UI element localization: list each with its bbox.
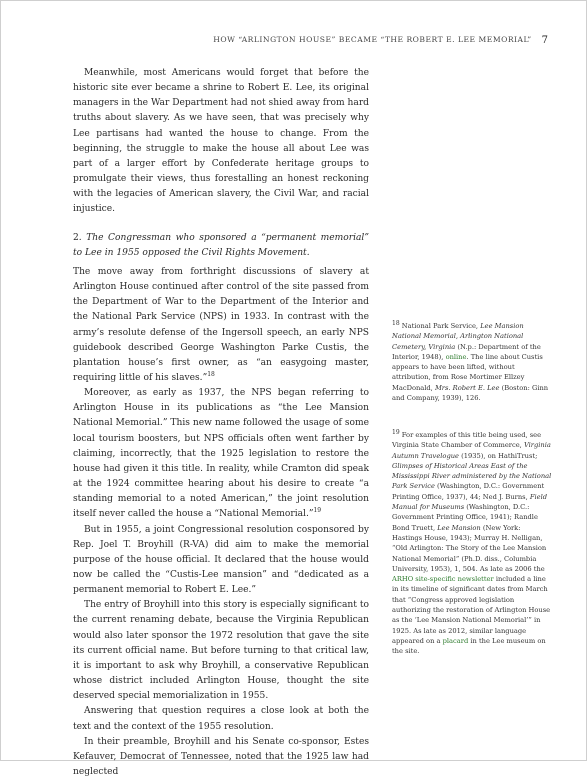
placard-link[interactable]: placard xyxy=(442,636,469,645)
footnote-title: Lee Mansion National Memorial, Arlington National Cemetery, Virginia xyxy=(392,322,524,351)
footnote-text: (N.p.: Department of the Interior, 1948), xyxy=(392,342,541,361)
footnote-title: Glimpses of Historical Areas East of the Mississippi River administered by the National Park Service xyxy=(392,461,552,491)
footnote-title: Lee Mansion xyxy=(437,523,481,532)
footnote-text: included a line in its timeline of significant dates from March that “Congress approved legislation authorizing the restoration of Arlington House as the ‘Lee Mansion National Memorial’” in 1925. As late as 2012, similar language appeared on a xyxy=(392,575,551,645)
section-title: The Congressman who sponsored a “permanent memorial” to Lee in 1955 opposed the Civil Rights Movement. xyxy=(73,232,369,258)
footnote-title: Field Manual for Museums xyxy=(392,492,547,512)
section-number: 2. xyxy=(73,232,82,243)
section-heading xyxy=(73,231,369,261)
footnote-text: For examples of this title being used, see Virginia State Chamber of Commerce, xyxy=(392,431,542,450)
footnote-ref-18[interactable]: 18 xyxy=(207,370,215,378)
footnote-text: (Washington, D.C.: Government Printing Office, 1941); Randle Bond Truett, xyxy=(392,503,538,532)
footnote-18 xyxy=(392,321,552,403)
footnote-text: (1935), on HathiTrust; xyxy=(459,451,538,460)
page-number: 7 xyxy=(541,35,548,46)
online-link[interactable]: online xyxy=(445,352,467,361)
footnote-ref-19[interactable]: 19 xyxy=(313,507,322,515)
paragraph-2-text: The move away from forthright discussions of slavery at Arlington House continued after control of the site passed from the Department of War to the Department of the Interior and the National Park Service (NPS) in 1933. In contrast with the army’s resolute defense of the Ingersoll speech, an early NPS guidebook described George Washington Parke Custis, the plantation house’s first owner, as “an easygoing master, requiring little of his slaves.” xyxy=(73,266,369,383)
paragraph-2 xyxy=(73,265,369,386)
running-head xyxy=(200,35,548,46)
footnote-title: Mrs. Robert E. Lee xyxy=(434,383,500,392)
footnote-text: (Boston: Ginn and Company, 1939), 126. xyxy=(392,383,549,403)
footnote-text: in the Lee museum on the site. xyxy=(392,636,546,656)
running-head-title: HOW “ARLINGTON HOUSE” BECAME “THE ROBERT E. LEE MEMORIAL” xyxy=(213,35,532,44)
footnote-text: National Park Service, xyxy=(399,322,481,330)
paragraph-3-text: Moreover, as early as 1937, the NPS began referring to Arlington House in its publications as “the Lee Mansion National Memorial.” This new name followed the usage of some local tourism boosters, but NPS officials often went farther by claiming, incorrectly, that the 1925 legislation to restore the house had given it this title. In reality, while Cramton did speak at the 1924 committee hearing about his desire to create “a standing memorial to a noted American,” the joint resolution itself never called the house a “National Memorial.” xyxy=(73,388,369,520)
paragraph-6: Answering that question requires a close look at both the text and the context of the 1955 resolution. xyxy=(73,706,369,732)
footnote-title: Virginia Autumn Travelogue xyxy=(392,441,551,460)
footnote-18-number: 18 xyxy=(392,319,400,327)
footnote-text: (Washington, D.C.: Government Printing Office, 1937), 44; Ned J. Burns, xyxy=(392,482,545,501)
footnote-text: (New York: Hastings House, 1943); Murray H. Nelligan, “Old Arlington: The Story of the Lee Mansion National Memorial” (Ph.D. diss., Columbia University, 1953), 1, 504. As late as 2006 the xyxy=(392,523,547,573)
footnote-text: . The line about Custis appears to have been lifted, without attribution, from Rose Mortimer Ellzey MacDonald, xyxy=(392,352,543,392)
footnote-19 xyxy=(392,430,552,657)
footnote-19-number: 19 xyxy=(392,428,400,436)
paragraph-5: The entry of Broyhill into this story is especially significant to the current renaming debate, because the Virginia Republican would also later sponsor the 1972 resolution that gave the site its current official name. But before turning to that critical law, it is important to ask why Broyhill, a conservative Republican whose district included Arlington House, thought the site deserved special memorialization in 1955. xyxy=(73,600,369,702)
arho-newsletter-link[interactable]: ARHO site-specific newsletter xyxy=(392,575,494,584)
paragraph-3 xyxy=(73,386,369,522)
paragraph-1: Meanwhile, most Americans would forget that before the historic site ever became a shrine to Robert E. Lee, its original managers in the War Department had not shied away from hard truths about slavery. As we have seen, that was precisely why Lee partisans had wanted the house to change. From the beginning, the struggle to make the house all about Lee was part of a larger effort by Confederate heritage groups to promulgate their views, thus forestalling an honest reckoning with the legacies of American slavery, the Civil War, and racial injustice. xyxy=(73,68,369,215)
paragraph-4: But in 1955, a joint Congressional resolution cosponsored by Rep. Joel T. Broyhill (R-VA) did aim to make the memorial purpose of the house official. It declared that the house would now be called the “Custis-Lee mansion” and “dedicated as a permanent memorial to Robert E. Lee.” xyxy=(73,524,369,596)
main-text xyxy=(73,66,369,780)
paragraph-7: In their preamble, Broyhill and his Senate co-sponsor, Estes Kefauver, Democrat of Tennessee, noted that the 1925 law had neglected xyxy=(73,736,369,778)
